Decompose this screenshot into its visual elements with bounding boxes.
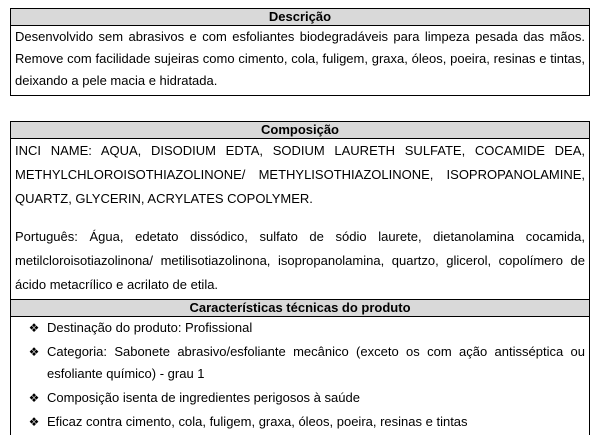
caracteristicas-title: Características técnicas do produto [11,299,589,317]
descricao-title: Descrição [11,9,589,26]
list-item-text: Composição isenta de ingredientes perigosos à saúde [47,390,360,405]
composicao-inci: INCI NAME: AQUA, DISODIUM EDTA, SODIUM LAURETH SULFATE, COCAMIDE DEA, METHYLCHLOROISOTHIAZOLINONE/ METHYLISOTHIAZOLINONE, ISOPROPANOLAMINE, QUARTZ, GLYCERIN, ACRYLATES COPOLYMER. [15,143,585,206]
diamond-bullet-icon: ❖ [28,415,40,429]
list-item-text: Categoria: Sabonete abrasivo/esfoliante mecânico (exceto os com ação antisséptica ou esfoliante químico) - grau 1 [47,344,585,381]
diamond-bullet-icon: ❖ [28,391,40,405]
list-item [27,411,585,433]
list-item-text: Destinação do produto: Profissional [47,320,253,335]
caracteristicas-list [11,317,589,433]
composicao-section [10,121,590,435]
list-item [27,387,585,409]
list-item [27,317,585,339]
descricao-text: Desenvolvido sem abrasivos e com esfoliantes biodegradáveis para limpeza pesada das mãos. Remove com facilidade sujeiras como cimento, cola, fuligem, graxa, óleos, poeira, resinas e tintas, deixando a pele macia e hidratada. [15,29,585,88]
list-item-text: Eficaz contra cimento, cola, fuligem, graxa, óleos, poeira, resinas e tintas [47,414,468,429]
diamond-bullet-icon: ❖ [28,345,40,359]
descricao-section [10,8,590,96]
diamond-bullet-icon: ❖ [28,321,40,335]
composicao-gap [11,211,589,225]
list-item [27,341,585,385]
composicao-title: Composição [11,122,589,139]
composicao-portugues: Português: Água, edetato dissódico, sulfato de sódio laurete, dietanolamina cocamida, metilcloroisotiazolinona/ metilisotiazolinona, isopropanolamina, quartzo, glicerol, copolímero de ácido metacrílico e acrilato de etila. [15,229,585,292]
